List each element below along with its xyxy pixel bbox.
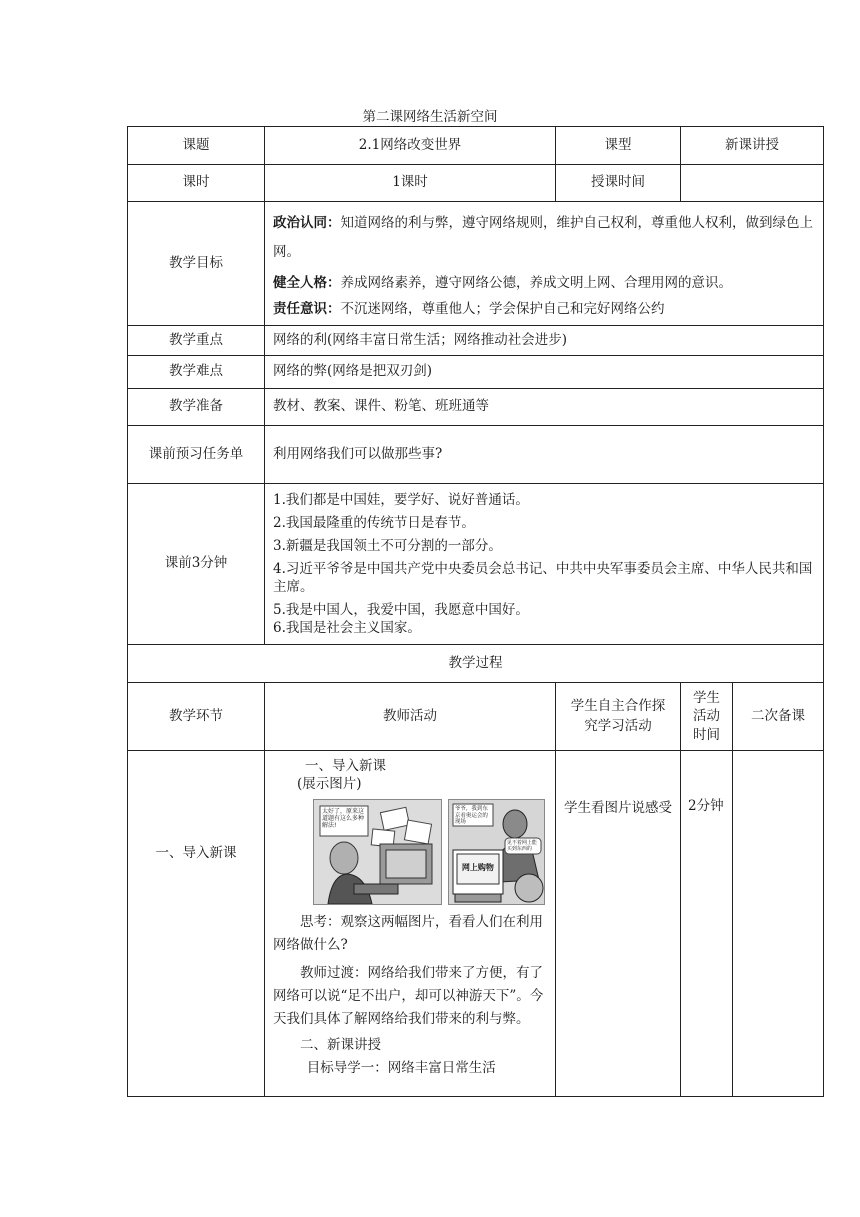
cartoon-panel-right (448, 799, 545, 905)
process-header-row (128, 683, 824, 751)
warmup-item: 5.我是中国人，我爱中国，我愿意中国好。 (273, 602, 529, 618)
process-title: 教学过程 (128, 645, 824, 683)
teacher-transition: 教师过渡：网络给我们带来了方便，有了网络可以说“足不出户，却可以神游天下”。今天我们具体了解网络给我们带来的利与弊。 (273, 965, 544, 1027)
date-value (681, 165, 824, 202)
activity-time: 2分钟 (681, 751, 733, 1097)
header-teacher: 教师活动 (265, 683, 556, 751)
hours-row (128, 165, 824, 202)
stage-name: 一、导入新课 (128, 751, 265, 1097)
monitor-sign: 网上购物 (461, 863, 494, 872)
preparation-label: 教学准备 (128, 389, 265, 426)
lesson-plan-table (127, 126, 824, 1097)
key-points-row (128, 326, 824, 356)
topic-row (128, 127, 824, 165)
difficulty-value: 网络的弊(网络是把双刃剑) (265, 356, 824, 389)
warmup-label: 课前3分钟 (128, 484, 265, 645)
hours-label: 课时 (128, 165, 265, 202)
document-title: 第二课网络生活新空间 (362, 109, 498, 125)
type-label: 课型 (556, 127, 681, 165)
teacher-show-pictures: (展示图片) (297, 776, 362, 792)
notes-cell (733, 751, 824, 1097)
topic-value: 2.1网络改变世界 (265, 127, 556, 165)
process-row (128, 751, 824, 1097)
type-value: 新课讲授 (681, 127, 824, 165)
speech-text-left: 太好了，原来这道题有这么多种解法! (322, 808, 365, 829)
objectives-label: 教学目标 (128, 202, 265, 326)
warmup-content (265, 484, 824, 645)
header-time: 学生活动时间 (681, 683, 733, 751)
difficulty-label: 教学难点 (128, 356, 265, 389)
preview-label: 课前预习任务单 (128, 426, 265, 484)
warmup-item: 4.习近平爷爷是中国共产党中央委员会总书记、中共中央军事委员会主席、中华人民共和国主席。 (273, 561, 813, 595)
key-points-value: 网络的利(网络丰富日常生活；网络推动社会进步) (265, 326, 824, 356)
objective-personality: 健全人格：养成网络素养，遵守网络公德，养成文明上网、合理用网的意识。 (273, 274, 732, 291)
objective-political: 政治认同：知道网络的利与弊，遵守网络规则，维护自己权利，尊重他人权利，做到绿色上网。 (273, 214, 813, 260)
objective-responsibility: 责任意识：不沉迷网络，尊重他人；学会保护自己和完好网络公约 (273, 300, 665, 317)
cartoon-panel-left (313, 799, 442, 905)
key-points-label: 教学重点 (128, 326, 265, 356)
cartoon-image (313, 799, 545, 905)
preview-value: 利用网络我们可以做那些事? (265, 426, 824, 484)
hours-value: 1课时 (265, 165, 556, 202)
process-title-row (128, 645, 824, 683)
warmup-item: 3.新疆是我国领土不可分割的一部分。 (273, 538, 502, 554)
header-notes: 二次备课 (733, 683, 824, 751)
topic-label: 课题 (128, 127, 265, 165)
warmup-row (128, 484, 824, 645)
teacher-activity (265, 751, 556, 1097)
header-stage: 教学环节 (128, 683, 265, 751)
preview-row (128, 426, 824, 484)
objectives-row (128, 202, 824, 326)
warmup-item: 1.我们都是中国娃，要学好、说好普通话。 (273, 492, 529, 508)
speech-text-right-top: 爷爷，我到东京看奥运会的现场 (454, 806, 488, 825)
teacher-goal-1: 目标导学一：网络丰富日常生活 (306, 1060, 496, 1076)
student-activity: 学生看图片说感受 (556, 751, 681, 1097)
teacher-think: 思考：观察这两幅图片，看看人们在利用网络做什么? (273, 914, 543, 953)
warmup-item: 2.我国最隆重的传统节日是春节。 (273, 515, 475, 531)
teacher-intro: 一、导入新课 (305, 758, 386, 774)
date-label: 授课时间 (556, 165, 681, 202)
header-student: 学生自主合作探究学习活动 (556, 683, 681, 751)
objectives-content (265, 202, 824, 326)
difficulty-row (128, 356, 824, 389)
preparation-row (128, 389, 824, 426)
speech-text-right-bottom: 见不着网上能买到东西的 (506, 840, 537, 852)
teacher-new-lesson: 二、新课讲授 (300, 1037, 381, 1053)
warmup-item: 6.我国是社会主义国家。 (273, 620, 421, 636)
preparation-value: 教材、教案、课件、粉笔、班班通等 (265, 389, 824, 426)
